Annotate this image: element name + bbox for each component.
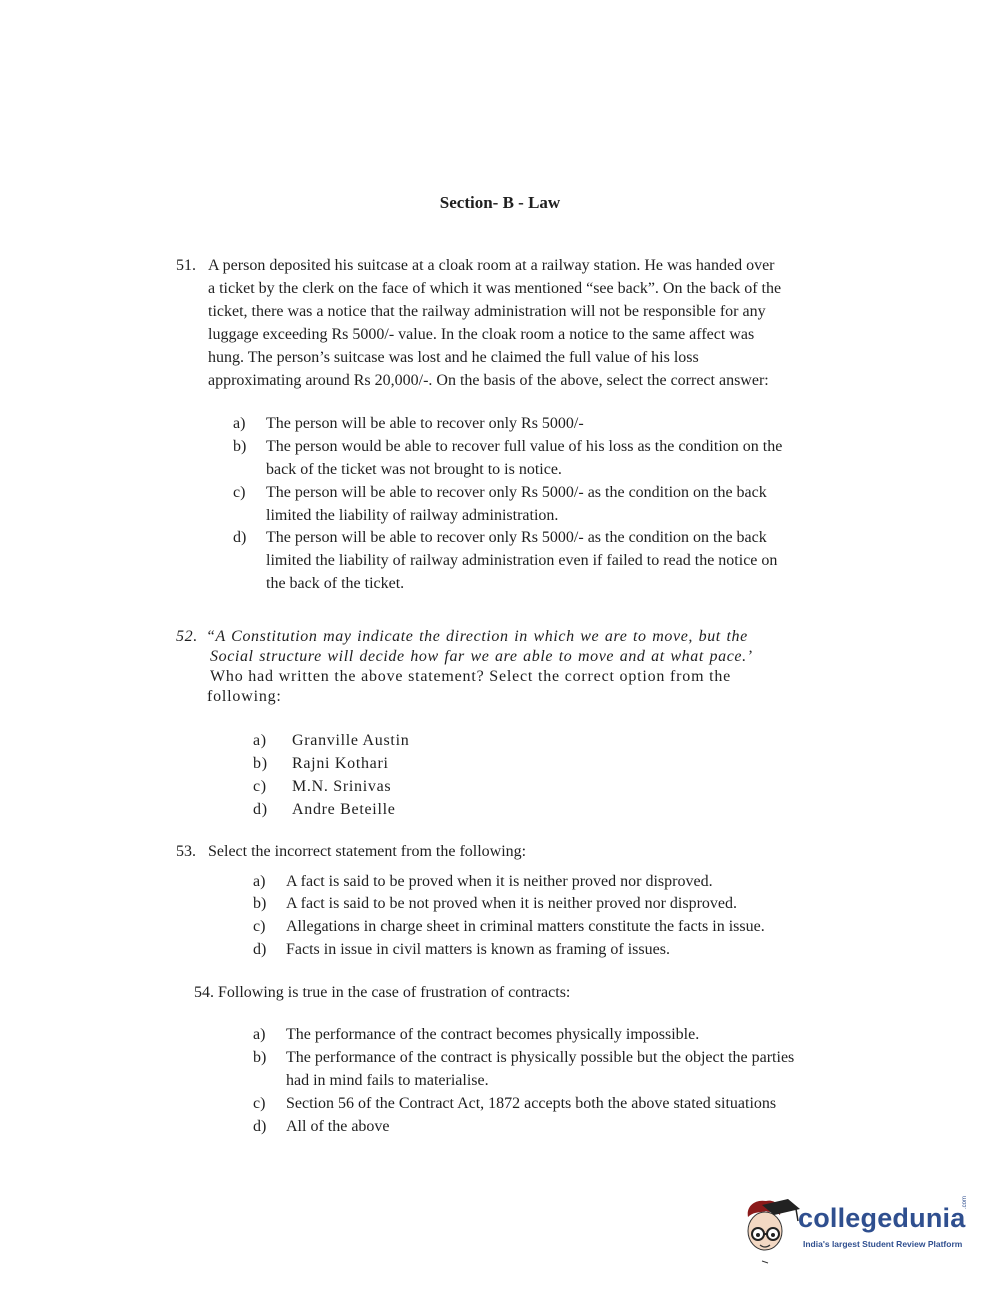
option-text: Rajni Kothari [292, 755, 389, 772]
option-line: limited the liability of railway administration. [266, 507, 559, 524]
option-text [286, 1092, 825, 1115]
option-label: d) [233, 529, 247, 546]
option-text [266, 526, 825, 595]
option-label: d) [253, 801, 268, 818]
option-label: a) [233, 415, 246, 432]
question-52-line: Who had written the above statement? Select the correct option from the [210, 668, 732, 685]
option-line: All of the above [286, 1118, 390, 1135]
section-title: Section- B - Law [439, 193, 561, 212]
logo-wordmark: collegedunia [798, 1203, 966, 1233]
question-51-text [208, 254, 825, 392]
question-51-line: ticket, there was a notice that the railway administration will not be responsible for any [208, 303, 766, 320]
option-label: c) [253, 918, 266, 935]
question-51-line: approximating around Rs 20,000/-. On the basis of the above, select the correct answer: [208, 372, 769, 389]
option-text: Facts in issue in civil matters is known as framing of issues. [286, 941, 670, 958]
option-text [266, 481, 825, 527]
option-line: The person would be able to recover full value of his loss as the condition on the [266, 438, 783, 455]
question-53-text: Select the incorrect statement from the following: [208, 843, 527, 860]
question-52-text [206, 627, 826, 707]
question-54-number: 54. [194, 984, 214, 1001]
question-52-number: 52. [176, 628, 198, 645]
option-label: a) [253, 873, 266, 890]
option-text: A fact is said to be proved when it is neither proved nor disproved. [286, 873, 713, 890]
option-line: The performance of the contract becomes physically impossible. [286, 1026, 700, 1043]
option-line: The performance of the contract is physically possible but the object the parties [286, 1049, 795, 1066]
question-51-number: 51. [176, 257, 196, 274]
option-line: back of the ticket was not brought to is notice. [266, 461, 562, 478]
collegedunia-logo [740, 1195, 970, 1267]
option-line: had in mind fails to materialise. [286, 1072, 489, 1089]
option-label: b) [253, 1049, 267, 1066]
option-label: b) [253, 895, 267, 912]
option-label: d) [253, 941, 267, 958]
option-line: limited the liability of railway administration even if failed to read the notice on [266, 552, 778, 569]
question-51-line: luggage exceeding Rs 5000/- value. In the cloak room a notice to the same affect was [208, 326, 755, 343]
option-label: b) [233, 438, 247, 455]
question-52-quote-line: “A Constitution may indicate the direction in which we are to move, but the [206, 628, 748, 645]
option-text [286, 1115, 825, 1138]
option-line: The person will be able to recover only Rs 5000/- as the condition on the back [266, 484, 767, 501]
option-text: A fact is said to be not proved when it is neither proved nor disproved. [286, 895, 738, 912]
option-label: d) [253, 1118, 267, 1135]
option-text: Granville Austin [292, 732, 410, 749]
logo-suffix: .com [962, 1195, 968, 1209]
option-label: c) [233, 484, 246, 501]
question-51-line: a ticket by the clerk on the face of which it was mentioned “see back”. On the back of the [208, 280, 782, 297]
option-line: Section 56 of the Contract Act, 1872 accepts both the above stated situations [286, 1095, 777, 1112]
question-54-text: Following is true in the case of frustration of contracts: [218, 984, 571, 1001]
option-text: M.N. Srinivas [292, 778, 392, 795]
question-52-quote-line: Social structure will decide how far we are able to move and at what pace.’ [210, 648, 753, 665]
option-text [286, 1046, 825, 1092]
question-53-number: 53. [176, 843, 196, 860]
option-text [266, 412, 825, 435]
option-text: Allegations in charge sheet in criminal matters constitute the facts in issue. [286, 918, 765, 935]
question-51-line: A person deposited his suitcase at a cloak room at a railway station. He was handed over [208, 257, 775, 274]
question-51-line: hung. The person’s suitcase was lost and he claimed the full value of his loss [208, 349, 699, 366]
question-54 [194, 981, 570, 1004]
option-label: c) [253, 778, 267, 795]
question-52-line: following: [207, 688, 282, 705]
option-line: The person will be able to recover only Rs 5000/- [266, 415, 584, 432]
option-label: a) [253, 1026, 266, 1043]
option-label: b) [253, 755, 268, 772]
option-text [266, 435, 825, 481]
student-mascot-icon [740, 1195, 800, 1267]
logo-tagline: India's largest Student Review Platform [803, 1239, 963, 1249]
option-line: The person will be able to recover only Rs 5000/- as the condition on the back [266, 529, 767, 546]
option-line: the back of the ticket. [266, 575, 405, 592]
option-label: a) [253, 732, 267, 749]
option-text [286, 1023, 825, 1046]
option-text: Andre Beteille [292, 801, 396, 818]
option-label: c) [253, 1095, 266, 1112]
